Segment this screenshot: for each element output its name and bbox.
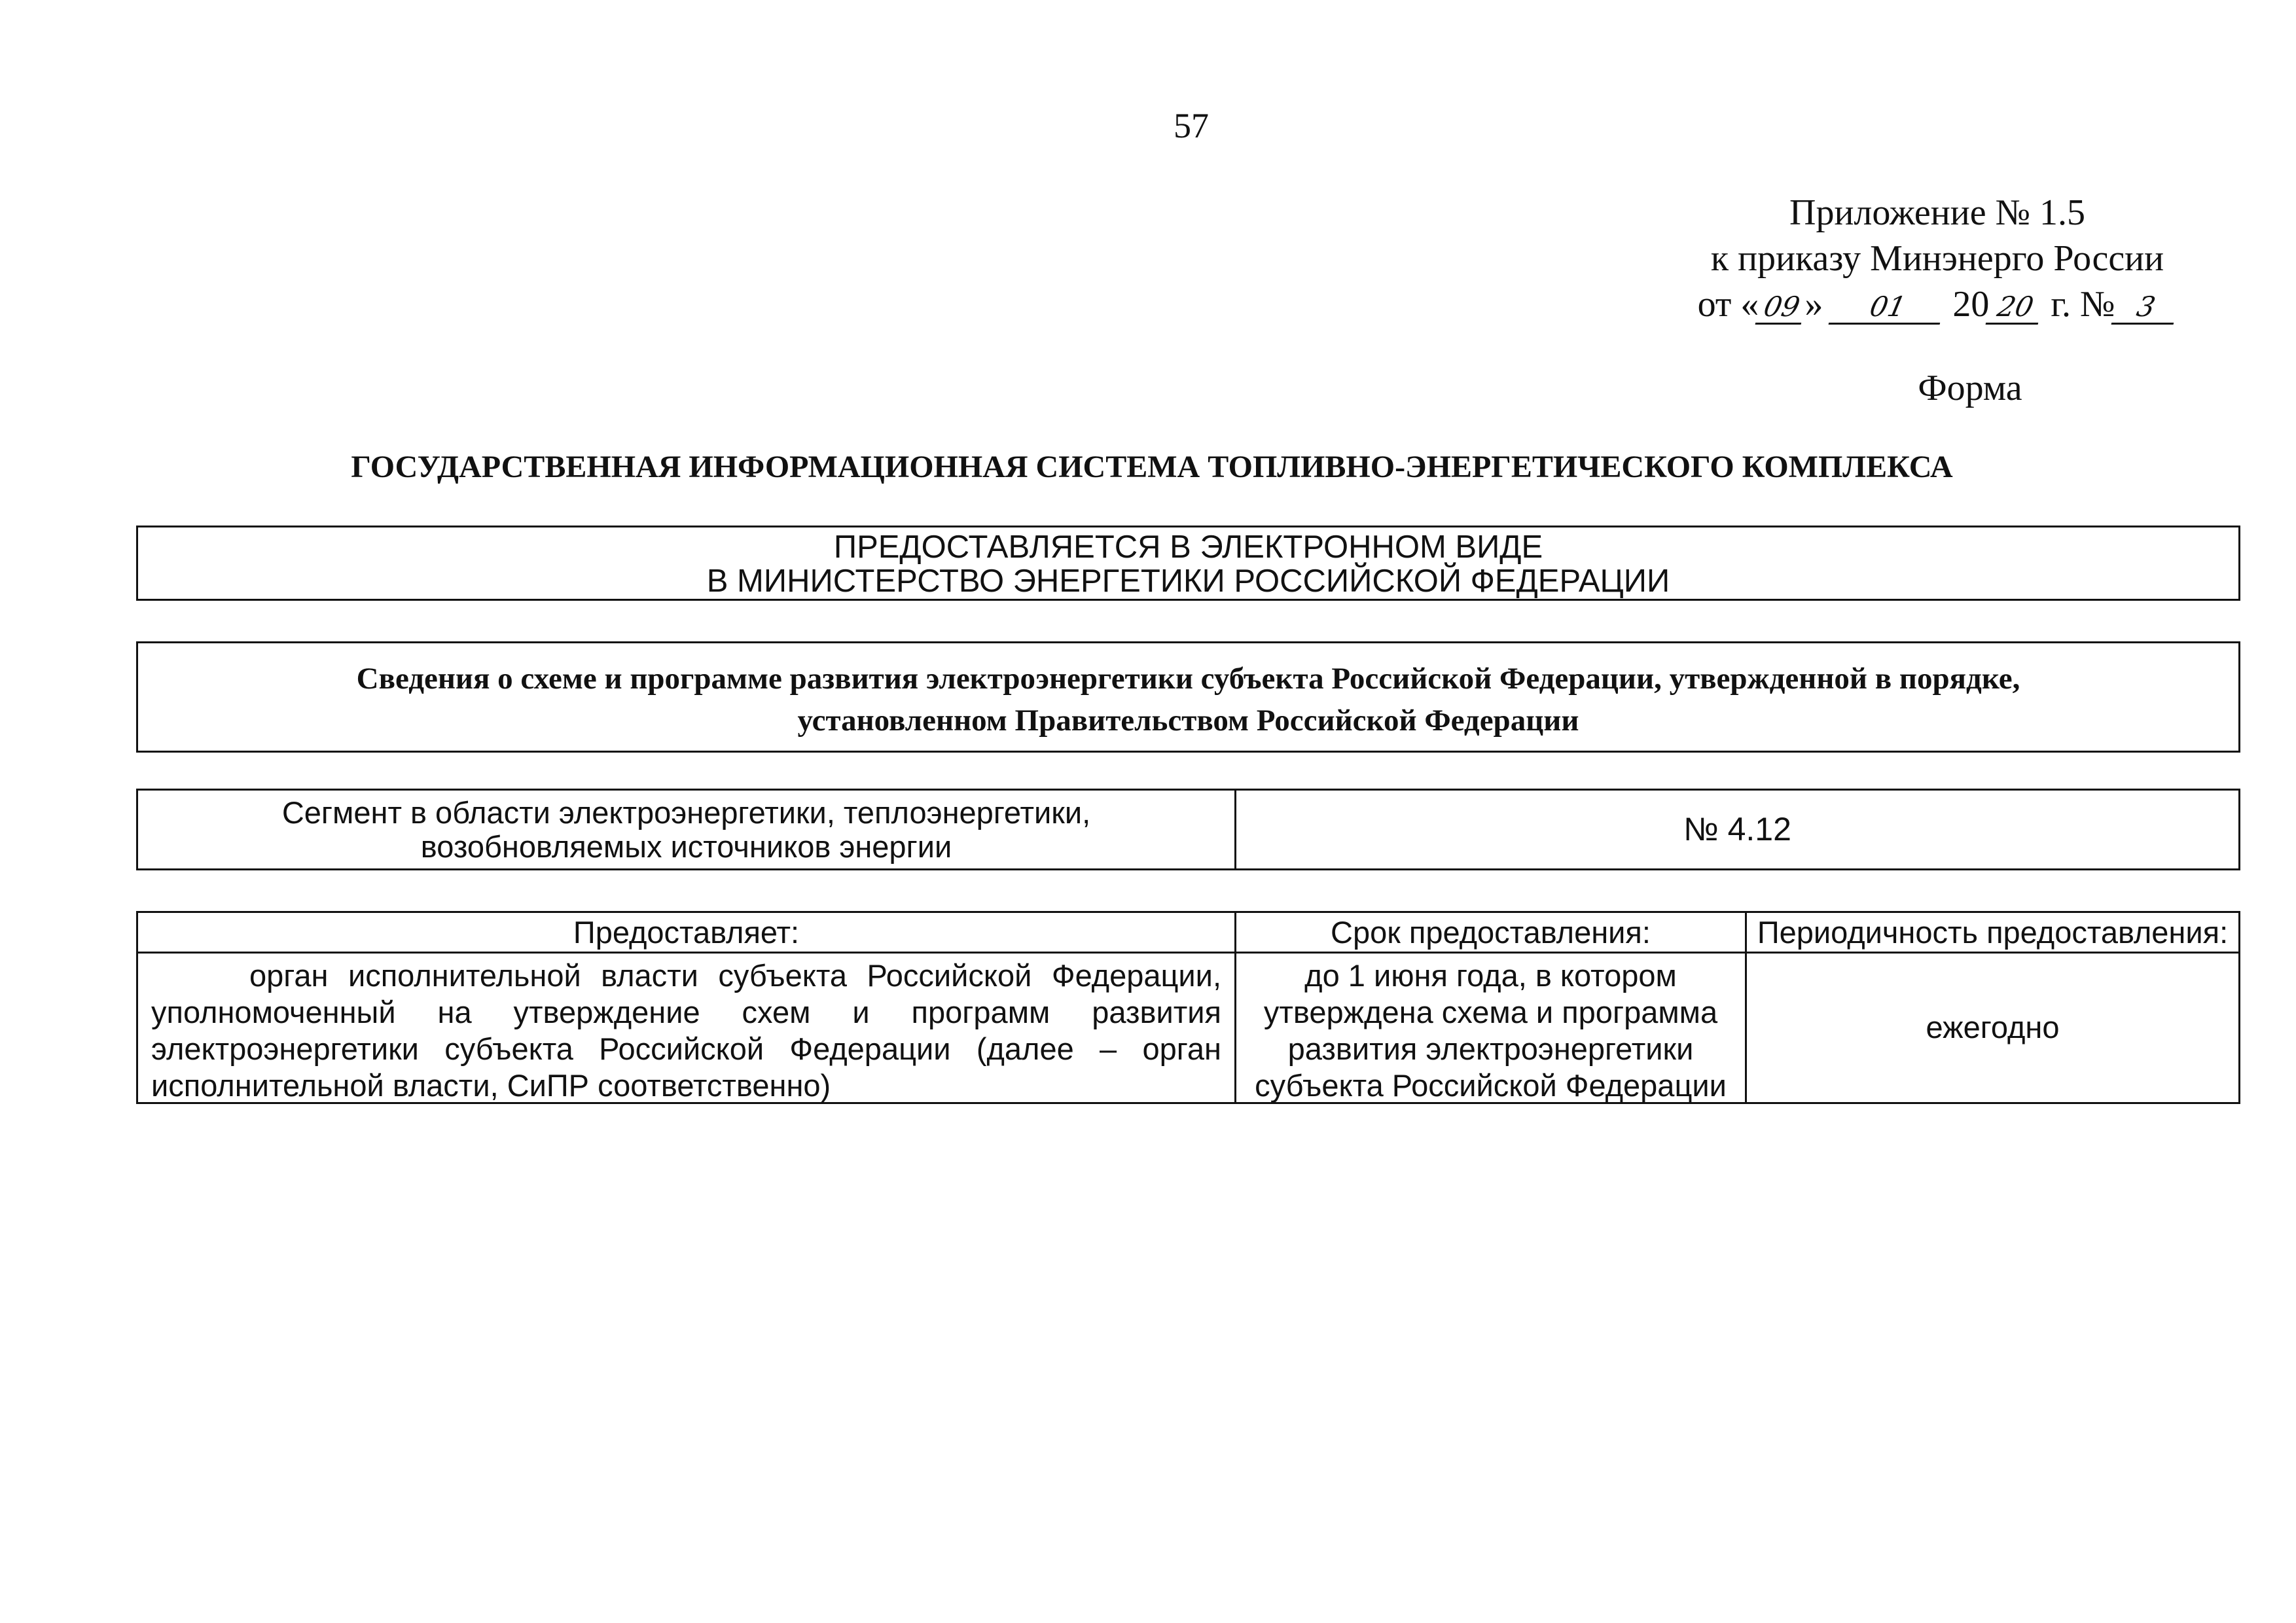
deadline-header: Срок предоставления: <box>1236 913 1745 954</box>
periodicity-column <box>1747 913 2238 1102</box>
periodicity-cell: ежегодно <box>1926 1010 2060 1044</box>
info-title-line-1: Сведения о схеме и программе развития электроэнергетики субъекта Российской Федерации, утвержденной в порядке, <box>356 662 2020 696</box>
appendix-block <box>1649 190 2225 327</box>
info-title-box <box>136 641 2240 753</box>
handwritten-order-number: 3 <box>2111 291 2181 325</box>
segment-box <box>136 789 2240 870</box>
date-quote-close: » <box>1804 284 1823 325</box>
system-title: ГОСУДАРСТВЕННАЯ ИНФОРМАЦИОННАЯ СИСТЕМА ТОПЛИВНО-ЭНЕРГЕТИЧЕСКОГО КОМПЛЕКСА <box>351 450 1953 484</box>
date-prefix: от « <box>1697 284 1759 325</box>
appendix-date-line <box>1649 281 2225 327</box>
appendix-order-reference: к приказу Минэнерго России <box>1710 238 2164 279</box>
provider-header: Предоставляет: <box>138 913 1234 954</box>
provider-cell <box>138 954 1234 1104</box>
periodicity-header: Периодичность предоставления: <box>1747 913 2238 954</box>
handwritten-month: 01 <box>1829 291 1947 325</box>
deadline-column <box>1236 913 1747 1102</box>
segment-number: № 4.12 <box>1683 811 1791 847</box>
handwritten-day: 09 <box>1755 291 1808 325</box>
appendix-title: Приложение № 1.5 <box>1789 192 2085 233</box>
provider-column <box>138 913 1236 1102</box>
segment-line-1: Сегмент в области электроэнергетики, теплоэнергетики, <box>281 795 1091 830</box>
provider-line: электроэнергетики субъекта Российской Федерации (далее – орган <box>151 1031 1221 1066</box>
segment-line-2: возобновляемых источников энергии <box>420 829 952 864</box>
provider-line: орган исполнительной власти субъекта Российской Федерации, <box>249 958 1221 993</box>
provider-line: уполномоченный на утверждение схем и программ развития <box>151 995 1221 1029</box>
deadline-cell <box>1236 954 1745 1104</box>
submission-box <box>136 526 2240 601</box>
submission-line-2: В МИНИСТЕРСТВО ЭНЕРГЕТИКИ РОССИЙСКОЙ ФЕДЕРАЦИИ <box>706 563 1670 599</box>
deadline-line: до 1 июня года, в котором <box>1304 958 1677 993</box>
date-number-label: г. № <box>2041 284 2115 325</box>
handwritten-year: 20 <box>1986 291 2045 325</box>
deadline-line: субъекта Российской Федерации <box>1255 1068 1727 1103</box>
submission-line-1: ПРЕДОСТАВЛЯЕТСЯ В ЭЛЕКТРОННОМ ВИДЕ <box>833 529 1543 565</box>
deadline-line: утверждена схема и программа <box>1263 995 1718 1029</box>
segment-description <box>138 791 1236 868</box>
info-title-line-2: установленном Правительством Российской Федерации <box>797 704 1579 738</box>
submission-meta-table <box>136 911 2240 1104</box>
deadline-line: развития электроэнергетики <box>1287 1031 1694 1066</box>
form-label: Форма <box>1918 368 2022 408</box>
page-number: 57 <box>1174 106 1209 145</box>
date-year-prefix: 20 <box>1952 284 1990 325</box>
provider-line: исполнительной власти, СиПР соответственно) <box>151 1068 831 1103</box>
